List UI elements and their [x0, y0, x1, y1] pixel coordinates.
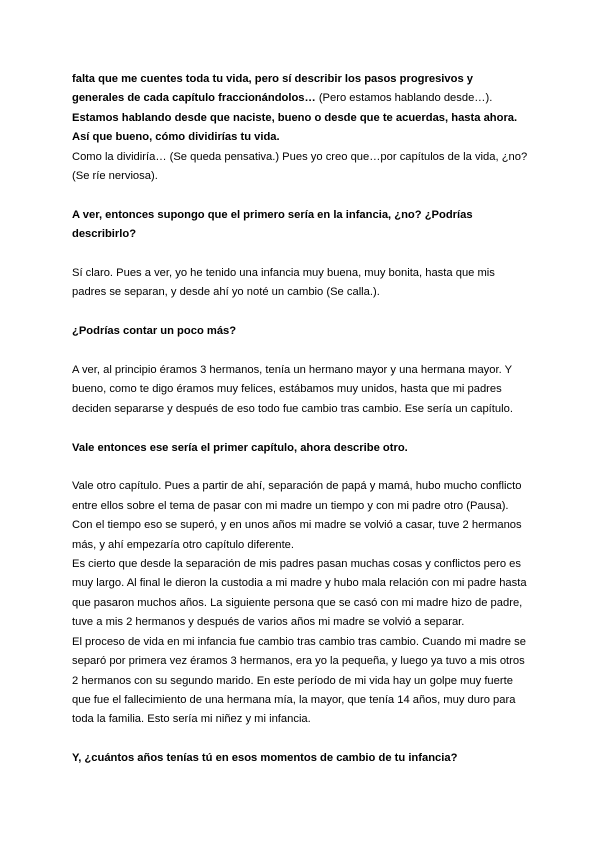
- question-3: Vale entonces ese sería el primer capítulo, ahora describe otro.: [72, 441, 408, 454]
- question-4: Y, ¿cuántos años tenías tú en esos momentos de cambio de tu infancia?: [72, 752, 458, 765]
- document-page: [72, 70, 528, 769]
- intro-answer: Como la dividiría… (Se queda pensativa.) Pues yo creo que…por capítulos de la vida, ¿no? (Se ríe nerviosa).: [72, 150, 528, 183]
- question-2: ¿Podrías contar un poco más?: [72, 325, 237, 338]
- intro-paragraph: [72, 70, 528, 148]
- answer-3-paragraph-1: Vale otro capítulo. Pues a partir de ahí, separación de papá y mamá, hubo mucho conflicto entre ellos sobre el tema de pasar con mi madre un tiempo y con mi padre otro (Pausa). Con el tiempo eso se superó, y en unos años mi madre se volvió a casar, tuve 2 hermanos más, y ahí empezaría otro capítulo diferente.: [72, 480, 522, 551]
- answer-2: A ver, al principio éramos 3 hermanos, tenía un hermano mayor y una hermana mayor. Y bueno, como te digo éramos muy felices, estábamos muy unidos, hasta que mi padres deciden separarse y después de eso todo fue cambio tras cambio. Ese sería un capítulo.: [72, 364, 513, 415]
- answer-3-paragraph-2: Es cierto que desde la separación de mis padres pasan muchas cosas y conflictos pero es muy largo. Al final le dieron la custodia a mi madre y hubo mala relación con mi padre hasta que pasaron muchos años. La siguiente persona que se casó con mi madre hizo de padre, tuve a mis 2 hermanos y después de varios años mi madre se volvió a separar.: [72, 558, 527, 629]
- intro-question-bold-2: Estamos hablando desde que naciste, bueno o desde que te acuerdas, hasta ahora. Así que bueno, cómo dividirías tu vida.: [72, 111, 518, 144]
- intro-question-bold-1: falta que me cuentes toda tu vida, pero sí describir los pasos progresivos y generales de cada capítulo fraccionándolos…: [72, 73, 474, 105]
- answer-1: Sí claro. Pues a ver, yo he tenido una infancia muy buena, muy bonita, hasta que mis padres se separan, y desde ahí yo noté un cambio (Se calla.).: [72, 267, 495, 299]
- question-1: A ver, entonces supongo que el primero sería en la infancia, ¿no? ¿Podrías describirlo?: [72, 208, 473, 241]
- answer-3-paragraph-3: El proceso de vida en mi infancia fue cambio tras cambio tras cambio. Cuando mi madre se separó por primera vez éramos 3 hermanos, era yo la pequeña, y luego ya tuvo a mis otros 2 hermanos con su segundo marido. En este período de mi vida hay un golpe muy fuerte que fue el fallecimiento de una hermana mía, la mayor, que tenía 14 años, muy duro para toda la familia. Esto sería mi niñez y mi infancia.: [72, 635, 526, 726]
- intro-question-aside: (Pero estamos hablando desde…).: [315, 92, 493, 105]
